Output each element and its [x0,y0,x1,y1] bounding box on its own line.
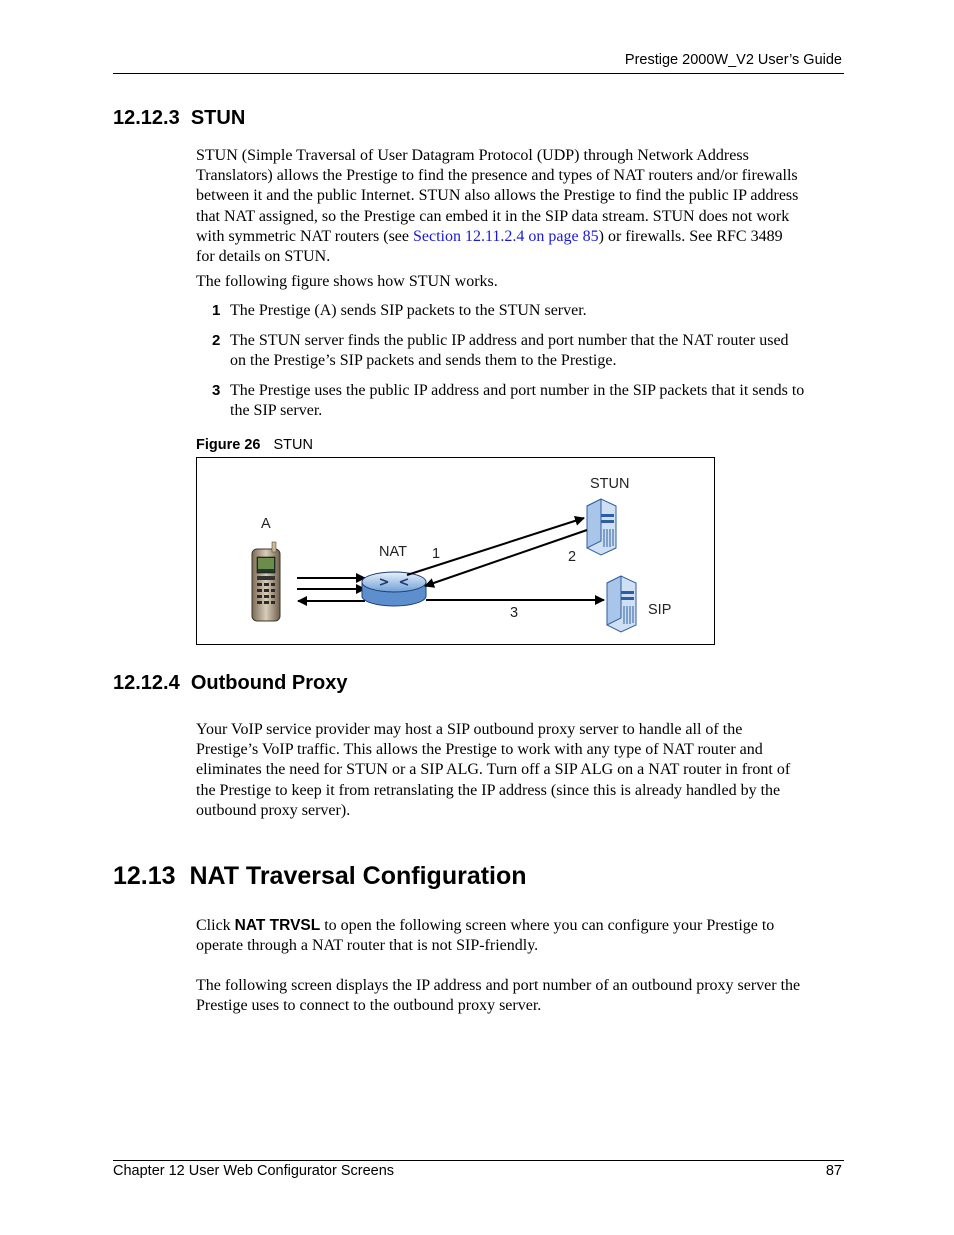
section-link[interactable]: Section 12.11.2.4 on page 85 [413,227,599,245]
nat-text: Click [196,917,235,934]
step-number: 1 [212,302,221,319]
label-sip: SIP [648,602,672,618]
running-header: Prestige 2000W_V2 User’s Guide [624,52,842,68]
proxy-line: eliminates the need for STUN or a SIP ALG. Turn off a SIP ALG on a NAT router in front of [196,761,791,779]
figure-caption [196,437,313,453]
section-heading-outbound-proxy: 12.12.4 Outbound Proxy [113,672,348,694]
step-number: 2 [212,332,221,349]
step-line: The Prestige uses the public IP address and port number in the SIP packets that it sends to [230,382,805,399]
intro-line: STUN (Simple Traversal of User Datagram Protocol (UDP) through Network Address [196,147,749,164]
stun-server-icon [587,499,616,555]
label-arrow-2: 2 [568,549,577,565]
figure-intro: The following figure shows how STUN works. [196,273,498,290]
outbound-screen-paragraph [196,976,846,1016]
label-a: A [261,516,271,532]
nat-line: operate through a NAT router that is not SIP-friendly. [196,937,539,955]
step-text [230,331,846,371]
footer-page-number: 87 [825,1163,842,1179]
nat-line [196,916,846,936]
nat-line: Prestige uses to connect to the outbound proxy server. [196,997,542,1015]
label-stun: STUN [590,476,630,492]
intro-line: between it and the public Internet. STUN also allows the Prestige to find the public IP address [196,187,799,205]
proxy-line: Prestige’s VoIP traffic. This allows the Prestige to work with any type of NAT router and [196,741,763,759]
footer-rule [113,1160,844,1161]
stun-diagram [197,458,714,644]
intro-line: that NAT assigned, so the Prestige can embed it in the SIP data stream. STUN does not work [196,207,790,225]
sip-server-icon [607,576,636,632]
stun-figure [196,457,715,645]
label-arrow-1: 1 [432,546,441,562]
figure-number: Figure 26 [196,437,261,453]
step-number: 3 [212,382,221,399]
nat-trvsl-paragraph [196,916,846,956]
outbound-proxy-paragraph [196,720,846,821]
section-heading-nat-traversal: 12.13 NAT Traversal Configuration [113,862,527,890]
label-nat: NAT [379,544,407,560]
figure-title: STUN [273,437,313,453]
section-heading-stun: 12.12.3 STUN [113,107,246,129]
nat-text: to open the following screen where you can configure your Prestige to [320,917,775,934]
intro-line: Translators) allows the Prestige to find the presence and types of NAT routers and/or firewalls [196,167,798,185]
step-line: on the Prestige’s SIP packets and sends them to the Prestige. [230,352,617,370]
label-arrow-3: 3 [510,605,519,621]
step-line: The STUN server finds the public IP address and port number that the NAT router used [230,332,789,349]
proxy-line: outbound proxy server). [196,801,351,819]
arrow-2-from-stun [425,530,587,586]
step-line: The Prestige (A) sends SIP packets to the STUN server. [230,302,587,319]
nat-line: The following screen displays the IP address and port number of an outbound proxy server the [196,977,801,994]
intro-line: for details on STUN. [196,248,331,266]
intro-line [196,227,846,247]
stun-intro-paragraph [196,146,846,267]
proxy-line: Your VoIP service provider may host a SIP outbound proxy server to handle all of the [196,721,743,738]
intro-text: ) or firewalls. See RFC 3489 [598,227,783,245]
footer-chapter: Chapter 12 User Web Configurator Screens [113,1163,395,1179]
proxy-line: the Prestige to keep it from retranslating the IP address (since this is already handled by the [196,781,781,799]
intro-text: with symmetric NAT routers (see [196,227,413,245]
nat-trvsl-menu-label: NAT TRVSL [234,917,321,934]
step-text [230,301,846,321]
router-icon [362,572,426,606]
phone-icon [252,542,280,621]
header-rule [113,73,844,74]
step-text [230,381,846,421]
step-line: the SIP server. [230,402,323,420]
